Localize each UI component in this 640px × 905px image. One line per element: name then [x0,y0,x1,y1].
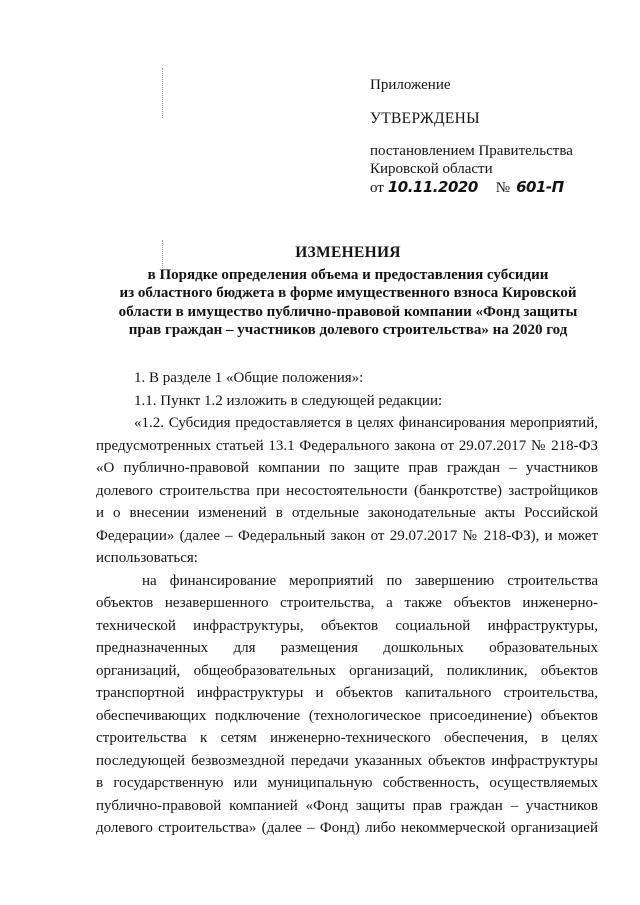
title-heading: ИЗМЕНЕНИЯ [295,244,401,261]
paragraph-3-line: «О публично-правовой компании по защите прав граждан – участников [96,460,598,476]
document-title [96,244,600,340]
paragraph-4-line: объектов незавершенного строительства, а также объектов инженерно- [96,595,598,611]
from-label: от [370,180,384,196]
paragraph-4-line: транспортной инфраструктуры и объектов капитального строительства, [96,685,598,701]
paragraph-4-line: технической инфраструктуры, объектов социальной инфраструктуры, [96,617,598,634]
decree-line-1: постановлением Правительства [370,143,573,159]
paragraph-4-line: последующей безвозмездной передачи указанных объектов инфраструктуры [96,752,598,769]
paragraph-1: 1. В разделе 1 «Общие положения»: [134,370,364,386]
paragraph-3-line: предусмотренных статьей 13.1 Федерального закона от 29.07.2017 № 218-ФЗ [96,437,598,454]
paragraph-4-line: обеспечивающих подключение (технологическое присоединение) объектов [96,707,598,724]
appendix-label: Приложение [370,77,451,93]
paragraph-3-line: долевого строительства при несостоятельности (банкротстве) застройщиков [96,482,598,499]
title-line-3: области в имущество публично-правовой компании «Фонд защиты [118,303,578,320]
paragraph-4-line: строительства к сетям инженерно-технического обеспечения, в целях [96,730,598,746]
paragraph-4-line: в государственную или муниципальную собственность, осуществляемых [96,775,598,791]
title-line-4: прав граждан – участников долевого строительства» на 2020 год [128,322,568,338]
title-line-1: в Порядке определения объема и предоставления субсидии [147,266,549,283]
handwritten-number: 601-П [516,178,564,196]
paragraph-3-line: «1.2. Субсидия предоставляется в целях финансирования мероприятий, [134,415,598,431]
approved-label: УТВЕРЖДЕНЫ [370,110,480,127]
title-line-2: из областного бюджета в форме имущественного взноса Кировской [119,285,577,301]
number-label: № [495,180,511,196]
paragraph-3-line: и о внесении изменений в отдельные законодательные акты Российской [96,505,598,521]
paragraph-4-line: долевого строительства» (далее – Фонд) либо некоммерческой организацией [96,820,598,836]
decree-date-line [370,178,573,197]
paragraph-4-line: на финансирование мероприятий по завершению строительства [142,572,598,589]
paragraph-3-line: использоваться: [96,550,198,566]
paragraph-3-line: Федерации» (далее – Федеральный закон от 29.07.2017 № 218-ФЗ), и может [96,527,598,544]
paragraph-2: 1.1. Пункт 1.2 изложить в следующей редакции: [134,392,443,409]
punch-hole-marks [162,68,163,118]
approval-block [370,76,573,197]
handwritten-date: 10.11.2020 [387,178,478,196]
document-body [96,367,598,840]
paragraph-4-line: предназначенных для размещения дошкольных образовательных [96,640,598,656]
decree-line-2: Кировской области [370,161,493,177]
paragraph-4-line: публично-правовой компанией «Фонд защиты прав граждан – участников [96,797,598,814]
paragraph-4-line: организаций, общеобразовательных организаций, поликлиник, объектов [96,662,598,679]
